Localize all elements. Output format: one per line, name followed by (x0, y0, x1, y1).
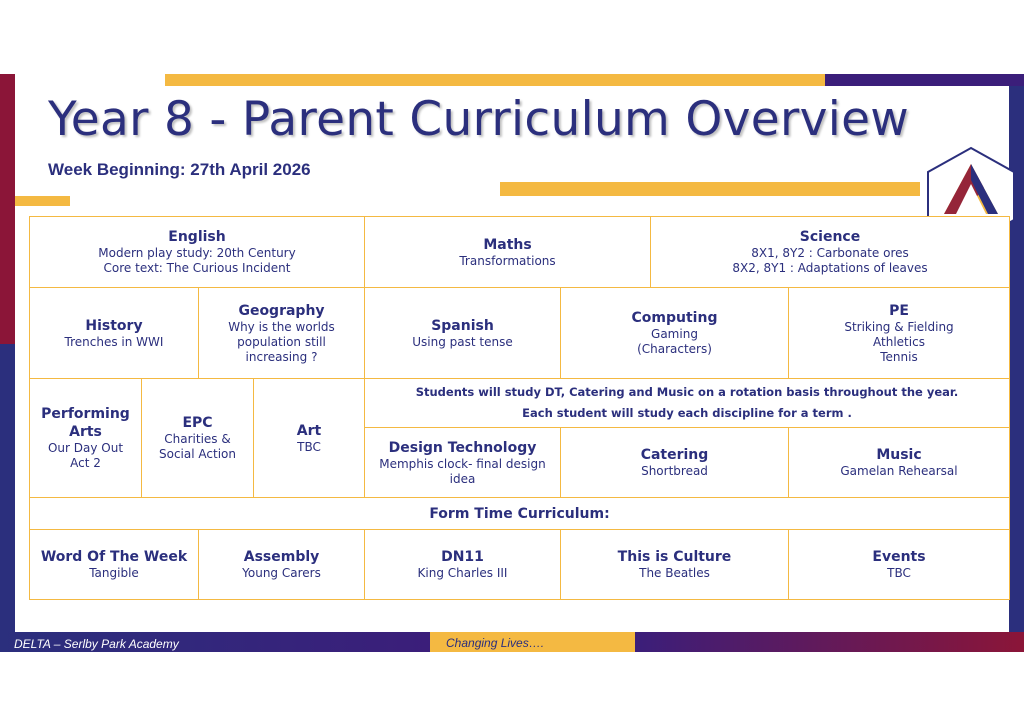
computing-title: Computing (631, 310, 718, 326)
art-title: Art (296, 422, 322, 439)
design-technology-cell (364, 427, 561, 498)
events-title: Events (872, 549, 926, 565)
catering-cell (560, 427, 789, 498)
dn11-text: King Charles III (417, 566, 508, 580)
music-text: Gamelan Rehearsal (840, 464, 958, 478)
events-cell (788, 529, 1010, 600)
rotation-note-cell (364, 378, 1010, 428)
footer-motto: Changing Lives…. (446, 636, 545, 650)
upper-left-gold-strip (15, 196, 70, 206)
computing-text: Gaming (Characters) (637, 327, 712, 356)
science-cell (650, 216, 1010, 288)
assembly-text: Young Carers (242, 566, 321, 580)
science-title: Science (799, 229, 861, 245)
form-time-heading: Form Time Curriculum: (429, 505, 610, 522)
pe-cell (788, 287, 1010, 379)
epc-title: EPC (182, 415, 213, 431)
pe-text: Striking & Fielding Athletics Tennis (844, 319, 954, 364)
catering-text: Shortbread (641, 464, 708, 478)
word-of-week-cell (29, 529, 199, 600)
form-time-heading-cell (29, 497, 1010, 530)
footer-academy-name: DELTA – Serlby Park Academy (14, 637, 179, 651)
culture-cell (560, 529, 789, 600)
spanish-text: Using past tense (412, 334, 513, 349)
assembly-cell (198, 529, 365, 600)
left-navy-band (0, 344, 15, 634)
culture-title: This is Culture (617, 549, 732, 565)
science-text: 8X1, 8Y2 : Carbonate ores 8X2, 8Y1 : Adaptations of leaves (732, 246, 928, 275)
geography-text: Why is the worlds population still increasing ? (228, 319, 335, 364)
culture-text: The Beatles (639, 566, 710, 580)
performing-arts-text: Our Day Out Act 2 (47, 441, 124, 470)
epc-text: Charities & Social Action (159, 432, 236, 461)
catering-title: Catering (640, 447, 709, 463)
history-title: History (85, 317, 143, 334)
english-text: Modern play study: 20th Century Core text: The Curious Incident (98, 246, 296, 275)
top-gold-band (165, 74, 825, 86)
spanish-cell (364, 287, 561, 379)
english-cell (29, 216, 365, 288)
word-of-week-text: Tangible (89, 566, 139, 580)
history-text: Trenches in WWI (64, 334, 164, 349)
maths-text: Transformations (459, 253, 556, 268)
design-technology-title: Design Technology (388, 439, 537, 456)
computing-cell (560, 287, 789, 379)
page-title: Year 8 - Parent Curriculum Overview (48, 92, 910, 147)
dn11-title: DN11 (441, 549, 484, 565)
performing-arts-title: Performing Arts (41, 406, 130, 440)
art-text: TBC (297, 439, 321, 454)
art-cell (253, 378, 365, 498)
week-beginning: Week Beginning: 27th April 2026 (48, 160, 311, 179)
geography-title: Geography (238, 302, 325, 319)
spanish-title: Spanish (431, 317, 494, 334)
music-title: Music (876, 447, 922, 463)
dn11-cell (364, 529, 561, 600)
rotation-note-line2: Each student will study each discipline for a term . (522, 406, 852, 420)
maths-title: Maths (483, 236, 532, 253)
geography-cell (198, 287, 365, 379)
assembly-title: Assembly (243, 549, 320, 565)
music-cell (788, 427, 1010, 498)
left-maroon-band (0, 74, 15, 344)
design-technology-text: Memphis clock- final design idea (379, 456, 546, 486)
epc-cell (141, 378, 254, 498)
events-text: TBC (887, 566, 911, 580)
pe-title: PE (889, 302, 909, 319)
word-of-week-title: Word Of The Week (40, 549, 188, 565)
performing-arts-cell (29, 378, 142, 498)
upper-right-gold-strip (500, 182, 920, 196)
history-cell (29, 287, 199, 379)
english-title: English (168, 229, 226, 245)
top-right-purple-band (825, 74, 1024, 86)
rotation-note-line1: Students will study DT, Catering and Music on a rotation basis throughout the year. (415, 385, 959, 399)
maths-cell (364, 216, 651, 288)
